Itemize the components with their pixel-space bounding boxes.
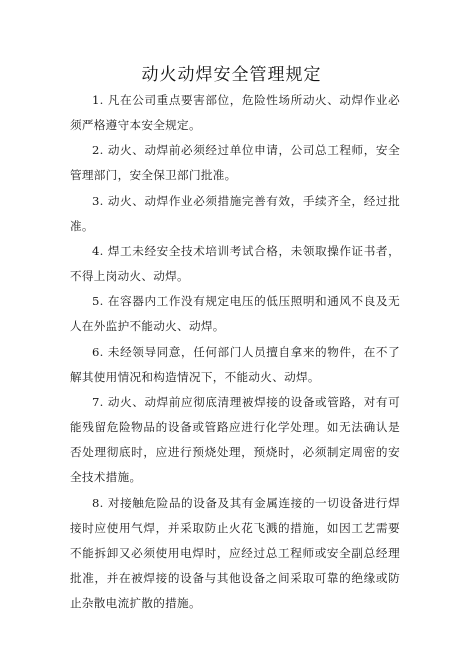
rule-paragraph-7: 7. 动火、动焊前应彻底清理被焊接的设备或管路，对有可能残留危险物品的设备或管路应进行化学处理。如无法确认是否处理彻底时，应进行预烧处理，预烧时，必须制定周密的安全技术措施。 xyxy=(70,395,400,484)
rule-paragraph-4: 4. 焊工未经安全技术培训考试合格，未领取操作证书者，不得上岗动火、动焊。 xyxy=(70,244,400,283)
rule-paragraph-8: 8. 对接触危险品的设备及其有金属连接的一切设备进行焊接时应使用气焊，并采取防止火花飞溅的措施，如因工艺需要不能拆卸又必须使用电焊时，应经过总工程师或安全副总经理批准，并在被焊接的设备与其他设备之间采取可靠的绝缘或防止杂散电流扩散的措施。 xyxy=(70,496,400,610)
rule-paragraph-5: 5. 在容器内工作没有规定电压的低压照明和通风不良及无人在外监护不能动火、动焊。 xyxy=(70,294,400,333)
rule-paragraph-2: 2. 动火、动焊前必须经过单位申请，公司总工程师，安全管理部门，安全保卫部门批准。 xyxy=(70,143,400,182)
rule-paragraph-1: 1. 凡在公司重点要害部位，危险性场所动火、动焊作业必须严格遵守本安全规定。 xyxy=(70,93,400,132)
rule-paragraph-6: 6. 未经领导同意，任何部门人员擅自拿来的物件，在不了解其使用情况和构造情况下，不能动火、动焊。 xyxy=(70,345,400,384)
document-title: 动火动焊安全管理规定 xyxy=(141,65,322,85)
rule-paragraph-3: 3. 动火、动焊作业必须措施完善有效，手续齐全，经过批准。 xyxy=(70,194,400,233)
